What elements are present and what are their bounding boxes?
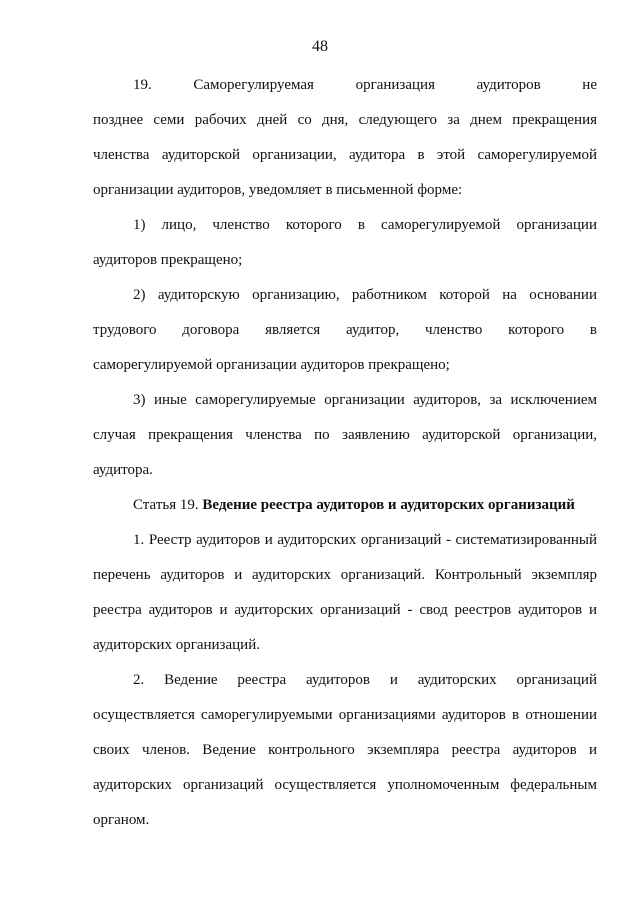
article-point-1-line-4: аудиторских организаций.: [93, 637, 260, 653]
article-point-1-line-1: 1. Реестр аудиторов и аудиторских организаций - систематизированный: [133, 532, 597, 548]
article-point-1-line-2: перечень аудиторов и аудиторских организаций. Контрольный экземпляр: [93, 567, 597, 583]
article-heading: [133, 495, 597, 515]
subitem-2-line-1: 2) аудиторскую организацию, работником которой на основании: [133, 287, 597, 303]
article-point-2-line-5: органом.: [93, 812, 150, 828]
article-point-1-line-3: реестра аудиторов и аудиторских организаций - свод реестров аудиторов и: [93, 602, 597, 618]
article-point-2-line-2: осуществляется саморегулируемыми организациями аудиторов в отношении: [93, 707, 597, 723]
subitem-2-line-2: трудового договора является аудитор, членство которого в: [93, 322, 597, 338]
paragraph-19-line-3: членства аудиторской организации, аудитора в этой саморегулируемой: [93, 147, 597, 163]
article-heading-title: Ведение реестра аудиторов и аудиторских организаций: [202, 497, 575, 513]
article-point-2-line-3: своих членов. Ведение контрольного экземпляра реестра аудиторов и: [93, 742, 597, 758]
subitem-1-line-2: аудиторов прекращено;: [93, 252, 243, 268]
page-number: 48: [312, 38, 328, 55]
paragraph-19-line-1: 19. Саморегулируемая организация аудиторов не: [133, 77, 597, 93]
paragraph-19-line-4: организации аудиторов, уведомляет в письменной форме:: [93, 182, 463, 198]
paragraph-19-line-2: позднее семи рабочих дней со дня, следующего за днем прекращения: [93, 112, 597, 128]
article-heading-prefix: Статья 19.: [133, 497, 199, 513]
article-point-2-line-4: аудиторских организаций осуществляется уполномоченным федеральным: [93, 777, 597, 793]
subitem-3-line-3: аудитора.: [93, 462, 153, 478]
subitem-3-line-2: случая прекращения членства по заявлению аудиторской организации,: [93, 427, 597, 443]
subitem-2-line-3: саморегулируемой организации аудиторов прекращено;: [93, 357, 450, 373]
subitem-3-line-1: 3) иные саморегулируемые организации аудиторов, за исключением: [133, 392, 597, 408]
subitem-1-line-1: 1) лицо, членство которого в саморегулируемой организации: [133, 217, 597, 233]
article-point-2-line-1: 2. Ведение реестра аудиторов и аудиторских организаций: [133, 672, 597, 688]
